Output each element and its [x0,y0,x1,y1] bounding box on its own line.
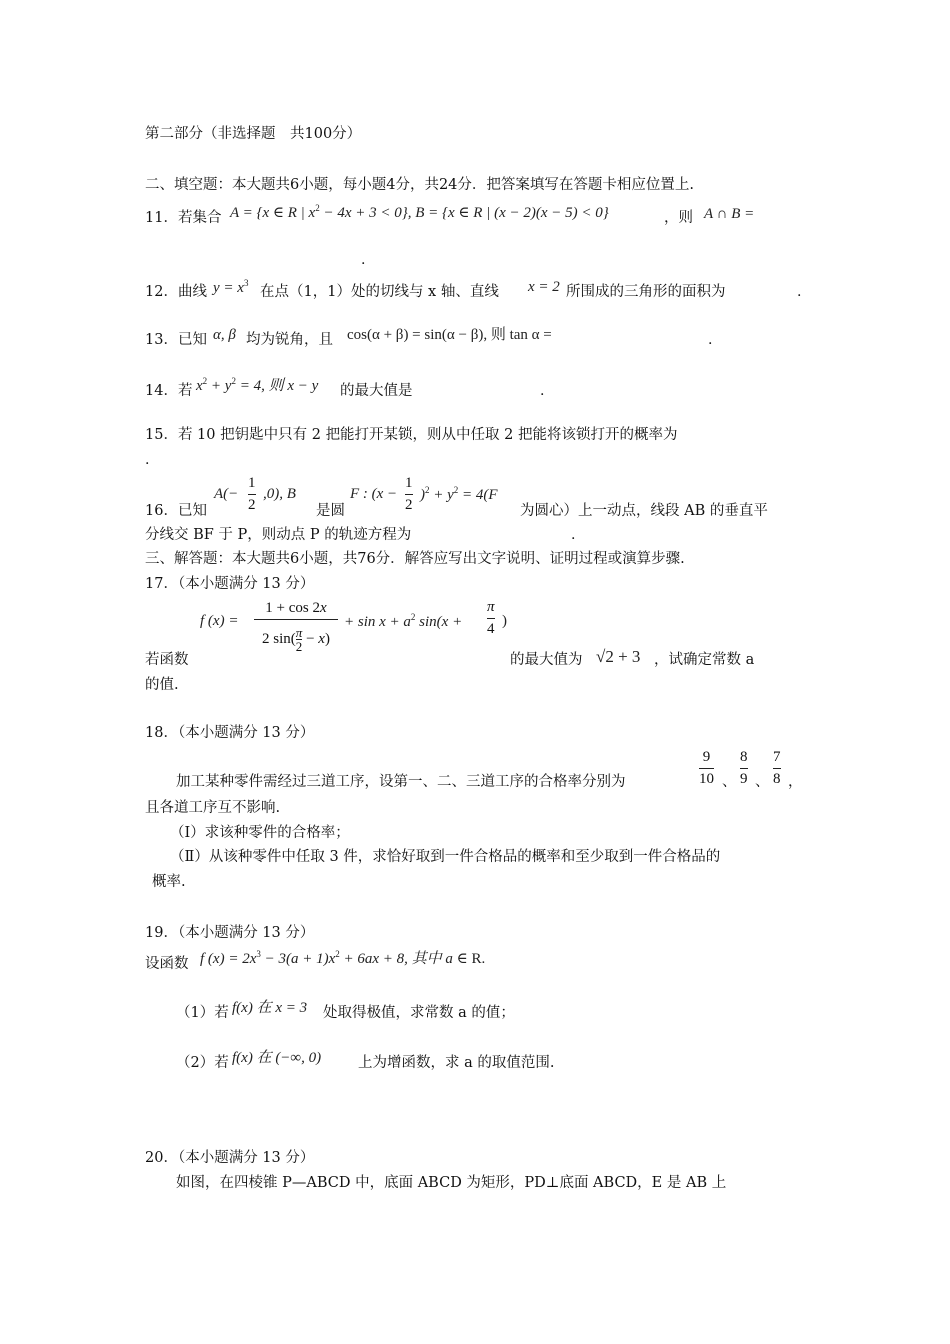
q17-title: 17．（本小题满分 13 分） [145,576,315,592]
q18-body1: 加工某种零件需经过三道工序，设第一、二、三道工序的合格率分别为 [176,774,626,790]
q18-part1: （Ⅰ）求该种零件的合格率； [170,825,350,841]
q18-title: 18．（本小题满分 13 分） [145,725,315,741]
q11-mid: ，则 [664,210,693,226]
q11-formula-display: A = {x ∈ R | $x^2 - 4x + 3 < 0$}, B = {x ∈ R | (x − 2)(x − 5) < 0} [230,203,609,221]
q17-prefix: 若函数 [145,652,189,668]
q16-post: 为圆心）上一动点，线段 AB 的垂直平 [520,503,768,519]
q19-part2-post: 上为增函数，求 a 的取值范围. [358,1055,555,1071]
q13-formula: α, β [213,327,236,343]
q17-tail: + $\sin x + a^2$ sin(x + [344,612,463,630]
q16-line2: 分线交 BF 于 P，则动点 P 的轨迹方程为 [145,527,412,543]
q19-part2-prefix: （2）若 [176,1055,229,1071]
q19-formula: f $(x) = 2x^3 - 3(a + 1)x^2 + 6ax + 8$, 其中 a ∈ R. [200,949,486,967]
q18-part2b: 概率. [152,874,186,890]
q19-part1-post: 处取得极值，求常数 a 的值； [323,1005,515,1021]
q19-part1-math: f(x) 在 x = 3 [232,1000,308,1016]
q12-post: 所围成的三角形的面积为 [566,284,726,300]
q13-end: . [708,332,713,348]
q16-circle-rest: )$^2 + y^2 = 4(F$ [420,485,498,503]
q19-title: 19．（本小题满分 13 分） [145,925,315,941]
solution-header: 三、解答题：本大题共6小题，共76分．解答应写出文字说明、证明过程或演算步骤. [145,551,685,567]
q11-end: . [361,252,366,268]
q12-mid: 在点（1，1）处的切线与 x 轴、直线 [260,284,499,300]
q14-formula: $x^2 + y^2 = 4$, 则 x − y [196,376,319,394]
section-title: 第二部分（非选择题 共100分） [145,126,362,142]
q11-prefix: 11．若集合 [145,210,222,226]
q12-formula: $y = x^3$ [213,278,249,296]
q19-prefix: 设函数 [145,956,189,972]
q18-frac-3: $\frac{7}{8}$ [773,749,781,787]
q16-mid: 是圆 [316,503,345,519]
q14-prefix: 14．若 [145,383,193,399]
q17-frac-pi4: $\frac{\pi}{4}$ [487,599,495,637]
q12-formula2: x = 2 [528,279,560,295]
q14-post: 的最大值是 [340,383,413,399]
q13-formula2: cos(α + β) = sin(α − β), 则 tan α = [347,327,552,343]
q17-fx: f (x) = [200,613,239,629]
q17-line2: 的值. [145,677,179,693]
q18-frac-2: $\frac{8}{9}$ [740,749,748,787]
q17-post: ，试确定常数 a [654,652,755,668]
q18-body2: 且各道工序互不影响. [145,800,281,816]
q19-part2-math: f(x) 在 (−∞, 0) [232,1050,322,1066]
q11-formula2: A ∩ B = [704,206,755,222]
q13-prefix: 13．已知 [145,332,207,348]
q18-part2a: （Ⅱ）从该种零件中任取 3 件，求恰好取到一件合格品的概率和至少取到一件合格品的 [170,849,721,865]
q18-sep-2: 、 [755,774,770,790]
q16-prefix: 16．已知 [145,503,207,519]
q18-sep-3: ， [788,774,803,790]
fill-blank-header: 二、填空题：本大题共6小题，每小题4分，共24分．把答案填写在答题卡相应位置上. [145,177,695,193]
q17-main-fraction: 1 + cos 2x 2 sin( $\frac{\pi}{2}$ − x) [254,601,338,653]
q17-max-value: √2 + 3 [596,647,641,666]
q15-end: . [145,452,150,468]
q15-text: 15．若 10 把钥匙中只有 2 把能打开某锁，则从中任取 2 把能将该锁打开的概率为 [145,427,678,443]
q17-close: ) [502,613,507,629]
q17-mid: 的最大值为 [510,652,583,668]
q18-sep-1: 、 [722,774,737,790]
q11-formula [230,203,609,222]
q14-end: . [540,383,545,399]
q18-frac-1: $\frac{9}{10}$ [699,749,714,787]
q13-mid: 均为锐角，且 [246,332,333,348]
q20-title: 20．（本小题满分 13 分） [145,1150,315,1166]
q16-end: . [571,527,576,543]
q16-frac-half-f: $\frac{1}{2}$ [405,475,413,513]
q12-end: . [797,284,802,300]
q12-prefix: 12．曲线 [145,284,207,300]
q16-point-a: A(− [214,486,239,502]
q19-part1-prefix: （1）若 [176,1005,229,1021]
q16-circle-f: F : (x − [350,486,398,502]
q16-frac-half-a: $\frac{1}{2}$ [248,475,256,513]
q16-point-b: ,0), B [263,486,296,502]
q20-body: 如图，在四棱锥 P—ABCD 中，底面 ABCD 为矩形，PD⊥底面 ABCD，E 是 AB 上 [176,1175,727,1191]
